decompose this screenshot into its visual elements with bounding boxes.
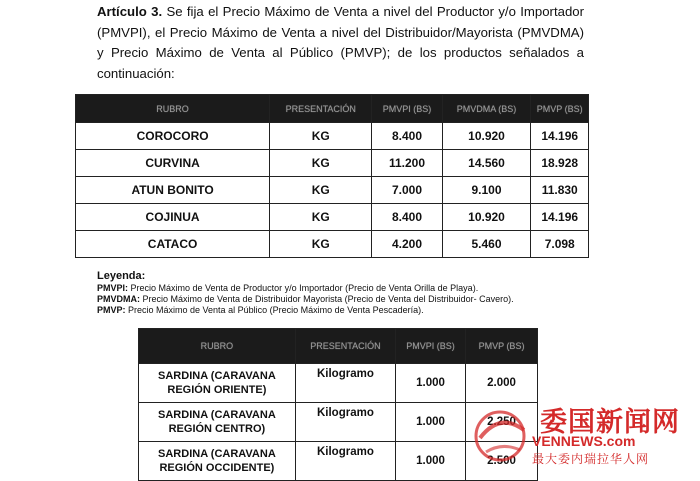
col-header-pmvpi: PMVPI (BS) [372, 95, 442, 123]
cell-pmvp: 2.000 [466, 364, 538, 403]
legend-text: Precio Máximo de Venta de Distribuidor Mayorista (Precio de Venta del Distribuidor- Cavero). [140, 294, 514, 304]
cell-pmvpi: 4.200 [372, 231, 442, 258]
article-text: Se fija el Precio Máximo de Venta a nivel del Productor y/o Importador (PMVPI), el Precio Máximo de Venta a nivel del Distribuidor/Mayorista (PMVDMA) y Precio Máximo de Venta al Público (PMVP); de los productos señalados a continuación: [97, 4, 585, 81]
cell-rubro: SARDINA (CARAVANA REGIÓN OCCIDENTE) [139, 442, 296, 481]
cell-presentacion: KG [270, 123, 372, 150]
cell-rubro: SARDINA (CARAVANA REGIÓN CENTRO) [139, 403, 296, 442]
cell-presentacion: KG [270, 204, 372, 231]
legend-item [97, 294, 577, 305]
cell-rubro: SARDINA (CARAVANA REGIÓN ORIENTE) [139, 364, 296, 403]
cell-pmvpi: 7.000 [372, 177, 442, 204]
cell-pmvpi: 1.000 [396, 403, 466, 442]
vennews-watermark [470, 400, 696, 468]
cell-pmvp: 14.196 [531, 123, 589, 150]
cell-pmvdma: 9.100 [442, 177, 531, 204]
col-header-presentacion: PRESENTACIÓN [295, 329, 395, 364]
col-header-pmvpi: PMVPI (BS) [396, 329, 466, 364]
cell-pmvpi: 8.400 [372, 204, 442, 231]
table-header-row [76, 95, 589, 123]
vennews-logo-icon [470, 402, 534, 466]
cell-pmvpi: 8.400 [372, 123, 442, 150]
cell-rubro: CURVINA [76, 150, 270, 177]
table-row [76, 123, 589, 150]
cell-pmvpi: 11.200 [372, 150, 442, 177]
col-header-pmvp: PMVP (BS) [466, 329, 538, 364]
cell-pmvdma: 14.560 [442, 150, 531, 177]
table-row [76, 231, 589, 258]
legend-code: PMVPI: [97, 283, 129, 293]
legend-item [97, 283, 577, 294]
legend-text: Precio Máximo de Venta de Productor y/o Importador (Precio de Venta Orilla de Playa). [128, 283, 479, 293]
col-header-pmvp: PMVP (BS) [531, 95, 589, 123]
article-label: Artículo 3. [97, 4, 163, 19]
cell-presentacion: Kilogramo [295, 403, 395, 442]
cell-pmvdma: 5.460 [442, 231, 531, 258]
cell-rubro: ATUN BONITO [76, 177, 270, 204]
legend-title: Leyenda: [97, 270, 146, 282]
table-row [76, 204, 589, 231]
col-header-rubro: RUBRO [139, 329, 296, 364]
cell-presentacion: KG [270, 231, 372, 258]
legend-item [97, 305, 577, 316]
legend-text: Precio Máximo de Venta al Público (Precio Máximo de Venta Pescadería). [125, 305, 424, 315]
watermark-subtitle: 最大委内瑞拉华人网 [532, 452, 650, 466]
table-row [76, 177, 589, 204]
table-row [139, 364, 538, 403]
cell-pmvp: 14.196 [531, 204, 589, 231]
cell-pmvp: 2.500 [466, 442, 538, 481]
cell-rubro: CATACO [76, 231, 270, 258]
cell-pmvp: 2.250 [466, 403, 538, 442]
cell-presentacion: Kilogramo [295, 364, 395, 403]
table-row [76, 150, 589, 177]
cell-pmvpi: 1.000 [396, 442, 466, 481]
watermark-domain: VENNEWS.com [532, 433, 636, 449]
article-paragraph [97, 2, 584, 84]
table-header-row [139, 329, 538, 364]
col-header-presentacion: PRESENTACIÓN [270, 95, 372, 123]
cell-pmvdma: 10.920 [442, 123, 531, 150]
cell-pmvp: 18.928 [531, 150, 589, 177]
legend-code: PMVP: [97, 305, 126, 315]
cell-presentacion: KG [270, 150, 372, 177]
cell-pmvp: 7.098 [531, 231, 589, 258]
cell-pmvpi: 1.000 [396, 364, 466, 403]
cell-presentacion: KG [270, 177, 372, 204]
col-header-rubro: RUBRO [76, 95, 270, 123]
cell-rubro: COJINUA [76, 204, 270, 231]
legend [97, 270, 577, 316]
col-header-pmvdma: PMVDMA (BS) [442, 95, 531, 123]
legend-code: PMVDMA: [97, 294, 140, 304]
cell-pmvdma: 10.920 [442, 204, 531, 231]
watermark-chinese: 委国新闻网 [540, 407, 680, 437]
cell-rubro: COROCORO [76, 123, 270, 150]
price-table-fish [75, 94, 589, 258]
cell-pmvp: 11.830 [531, 177, 589, 204]
cell-presentacion: Kilogramo [295, 442, 395, 481]
